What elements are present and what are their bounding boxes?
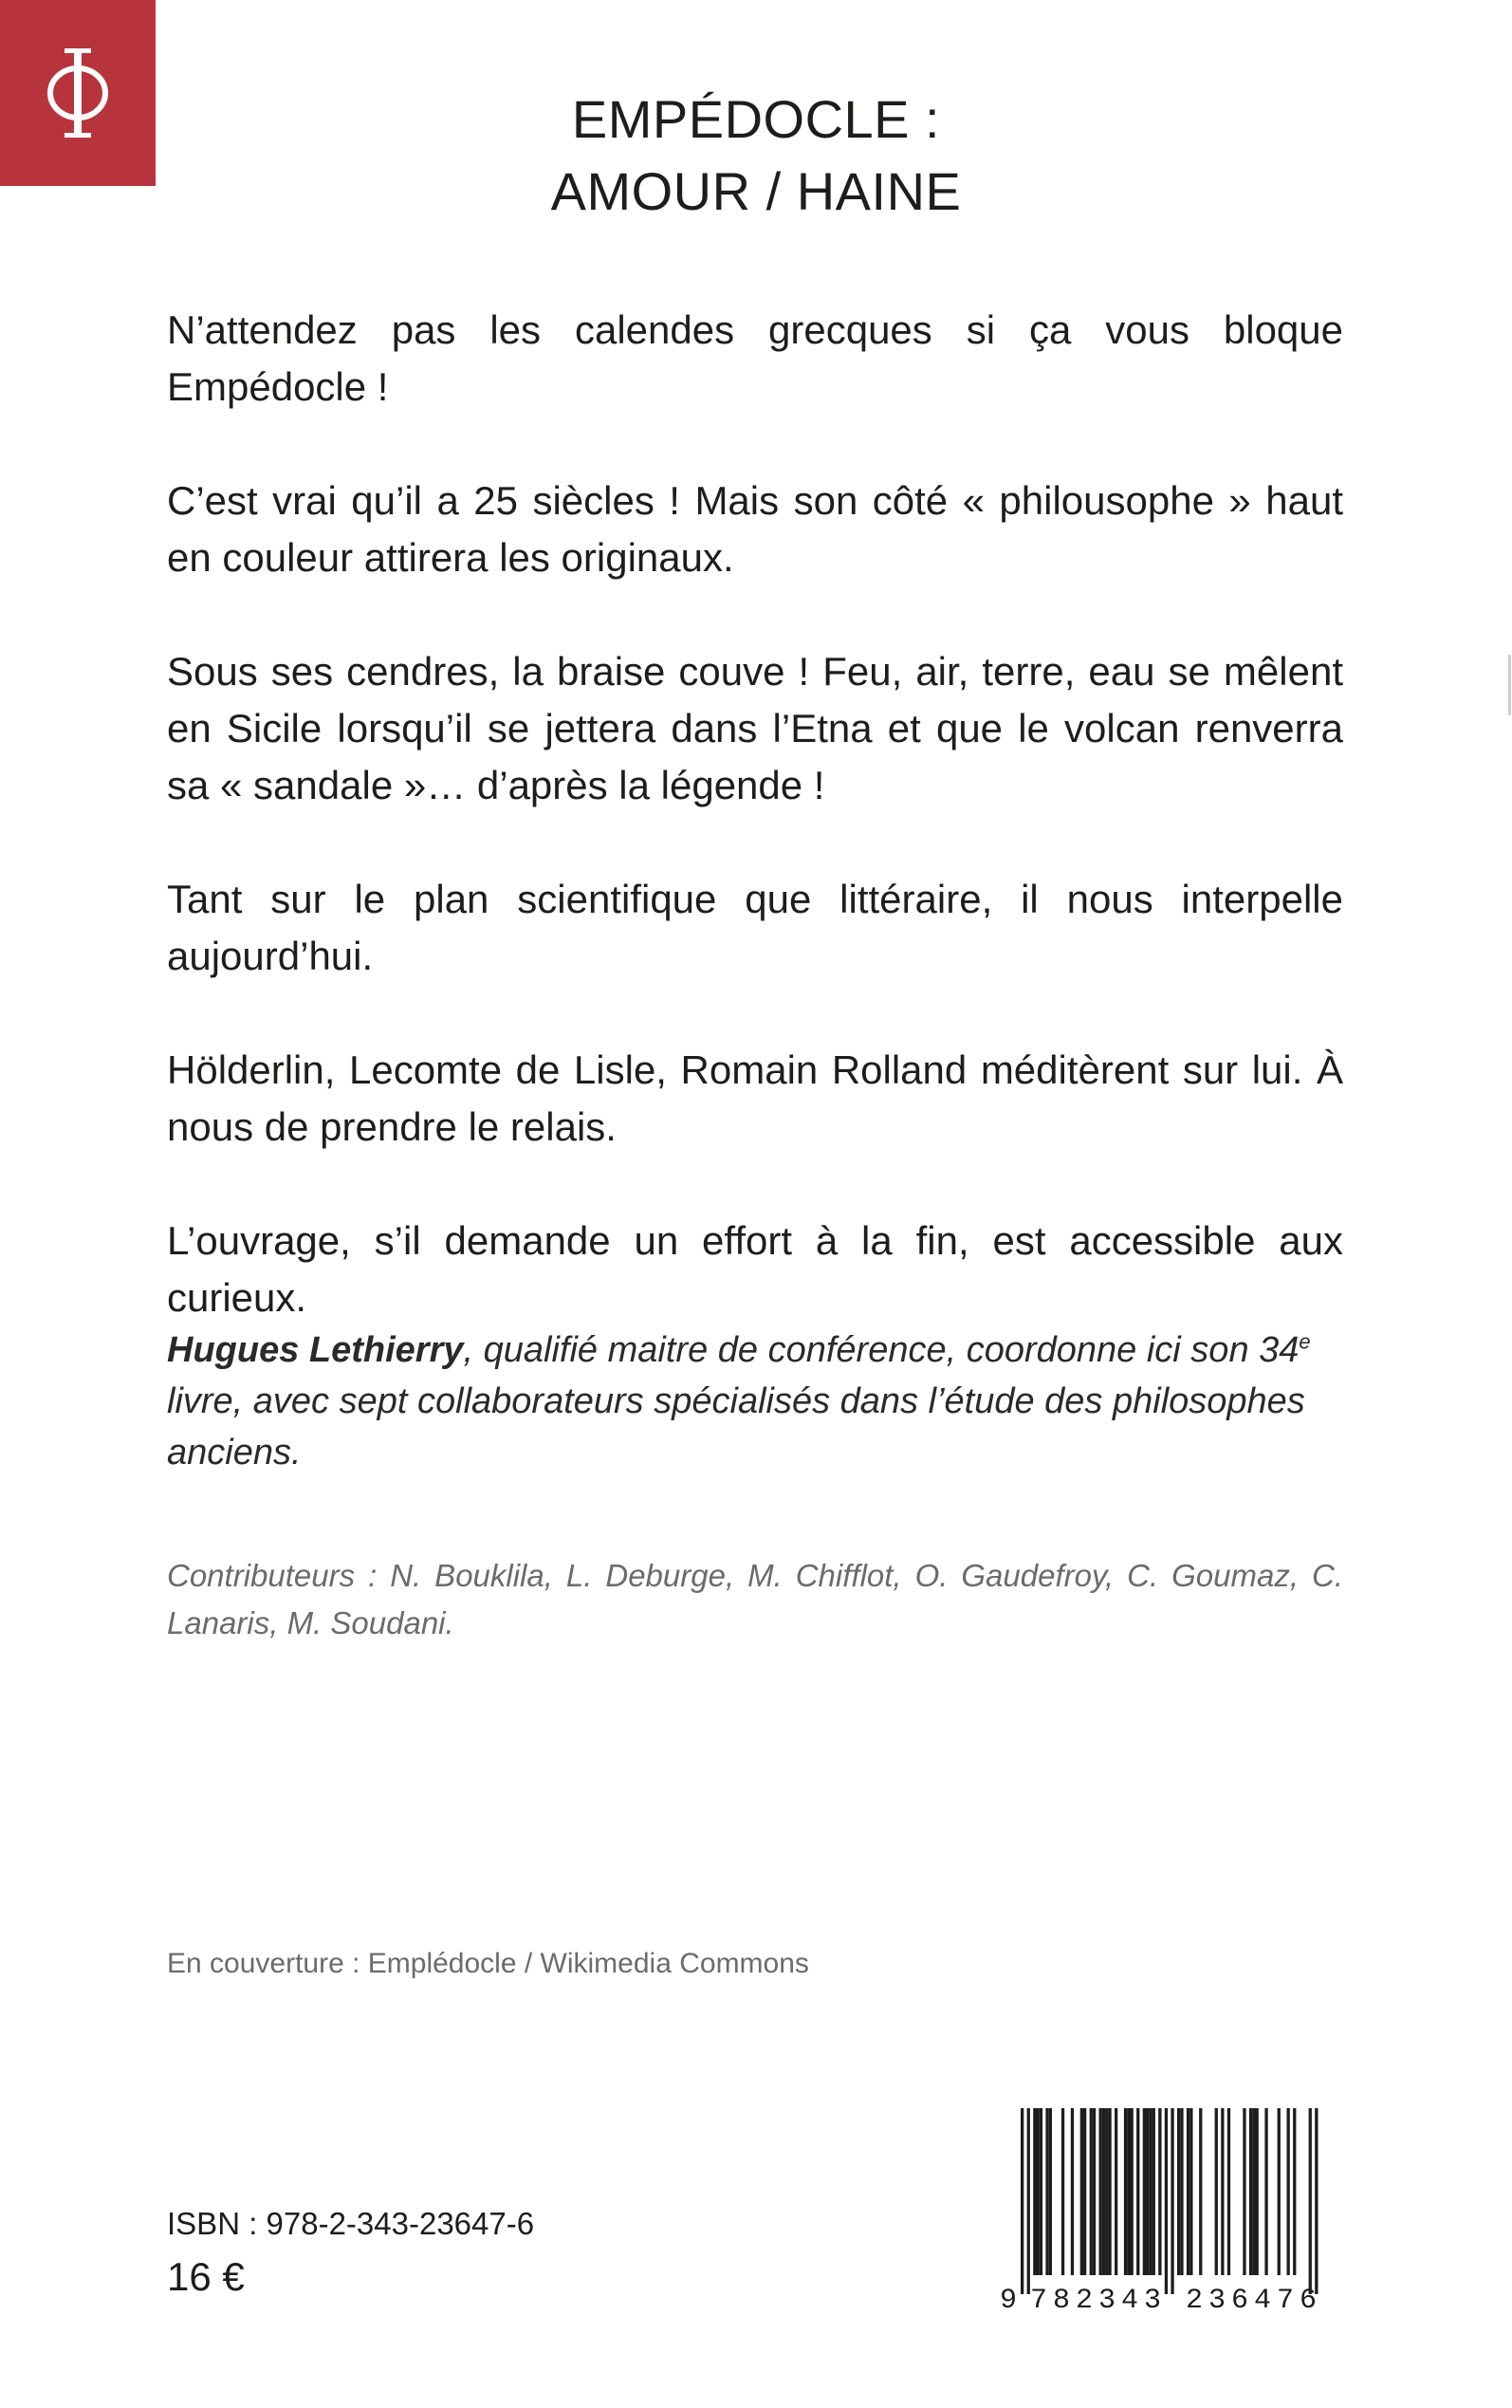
barcode-bar: [1061, 2108, 1064, 2275]
barcode-bar: [1099, 2108, 1102, 2275]
barcode-bar: [1080, 2108, 1083, 2275]
author-bio-text: , qualifié maitre de conférence, coordonne ici son 34: [463, 1330, 1300, 1370]
author-name: Hugues Lethierry: [167, 1330, 464, 1370]
barcode-bar: [1315, 2108, 1318, 2294]
barcode-bar: [1127, 2108, 1130, 2275]
barcode-bar: [1309, 2108, 1312, 2294]
barcode-bar: [1187, 2108, 1189, 2275]
blurb: [167, 302, 1343, 1326]
barcode-bar: [1149, 2108, 1152, 2275]
barcode-bar: [1115, 2108, 1117, 2275]
barcode-bar: [1215, 2108, 1218, 2275]
barcode-bar: [1287, 2108, 1290, 2275]
barcode-bar: [1189, 2108, 1192, 2275]
barcode-bar: [1243, 2108, 1245, 2275]
barcode-bar: [1040, 2108, 1042, 2275]
barcode-digits-left: 782343: [1030, 2285, 1168, 2313]
barcode-bar: [1177, 2108, 1180, 2275]
blurb-paragraph: Tant sur le plan scientifique que littéraire, il nous interpelle aujourd’hui.: [167, 877, 1343, 978]
barcode-bar: [1171, 2108, 1173, 2294]
barcode: [996, 2104, 1347, 2313]
ordinal-superscript: e: [1299, 1329, 1311, 1354]
barcode-bar: [1027, 2108, 1030, 2294]
barcode-bar: [1021, 2108, 1023, 2294]
barcode-bar: [1136, 2108, 1139, 2275]
barcode-digit-first: 9: [1000, 2285, 1018, 2313]
isbn: ISBN : 978-2-343-23647-6: [167, 2206, 535, 2241]
blurb-paragraph: L’ouvrage, s’il demande un effort à la fin, est accessible aux curieux.: [167, 1218, 1343, 1320]
barcode-digits-right: 236476: [1186, 2285, 1323, 2313]
barcode-bar: [1124, 2108, 1127, 2275]
barcode-bar: [1249, 2108, 1252, 2275]
barcode-bar: [1093, 2108, 1096, 2275]
barcode-bars: [1021, 2108, 1318, 2294]
barcode-bar: [1152, 2108, 1155, 2275]
book-title: [0, 83, 1512, 228]
author-bio-text-end: livre, avec sept collaborateurs spécialisés dans l’étude des philosophes anciens.: [167, 1381, 1305, 1473]
edge-mark: [1508, 655, 1511, 715]
barcode-bar: [1146, 2108, 1149, 2275]
barcode-bar: [1158, 2108, 1161, 2275]
barcode-bar: [1221, 2108, 1224, 2275]
blurb-paragraph: C’est vrai qu’il a 25 siècles ! Mais son côté « philousophe » haut en couleur attirera les originaux.: [167, 478, 1343, 580]
price: 16 €: [167, 2254, 245, 2299]
barcode-bar: [1105, 2108, 1108, 2275]
barcode-bar: [1090, 2108, 1093, 2275]
title-line-1: EMPÉDOCLE :: [571, 89, 941, 149]
barcode-bar: [1278, 2108, 1281, 2275]
barcode-bar: [1033, 2108, 1036, 2275]
author-bio: [167, 1324, 1343, 1478]
barcode-bar: [1045, 2108, 1048, 2275]
barcode-bar: [1083, 2108, 1086, 2275]
barcode-bar: [1143, 2108, 1146, 2275]
barcode-bar: [1037, 2108, 1040, 2275]
contributors: Contributeurs : N. Bouklila, L. Deburge, M. Chifflot, O. Gaudefroy, C. Goumaz, C. Lanaris, M. Soudani.: [167, 1558, 1343, 1640]
blurb-paragraph: Sous ses cendres, la braise couve ! Feu, air, terre, eau se mêlent en Sicile lorsqu’il se jettera dans l’Etna et que le volcan renverra sa « sandale »… d’après la légende !: [167, 649, 1343, 807]
barcode-bar: [1227, 2108, 1230, 2275]
barcode-bar: [1293, 2108, 1296, 2275]
barcode-bar: [1131, 2108, 1134, 2275]
cover-credit: En couverture : Emplédocle / Wikimedia Commons: [167, 1948, 809, 1979]
barcode-bar: [1049, 2108, 1052, 2275]
barcode-bar: [1165, 2108, 1168, 2294]
barcode-bar: [1252, 2108, 1255, 2275]
blurb-paragraph: N’attendez pas les calendes grecques si ça vous bloque Empédocle !: [167, 307, 1343, 409]
barcode-bar: [1071, 2108, 1074, 2275]
barcode-bar: [1199, 2108, 1202, 2275]
barcode-bar: [1256, 2108, 1259, 2275]
barcode-bar: [1108, 2108, 1111, 2275]
barcode-bar: [1180, 2108, 1183, 2275]
barcode-bar: [1264, 2108, 1267, 2275]
barcode-bar: [1102, 2108, 1105, 2275]
title-line-2: AMOUR / HAINE: [550, 161, 962, 221]
blurb-paragraph: Hölderlin, Lecomte de Lisle, Romain Rolland méditèrent sur lui. À nous de prendre le relais.: [167, 1047, 1343, 1149]
